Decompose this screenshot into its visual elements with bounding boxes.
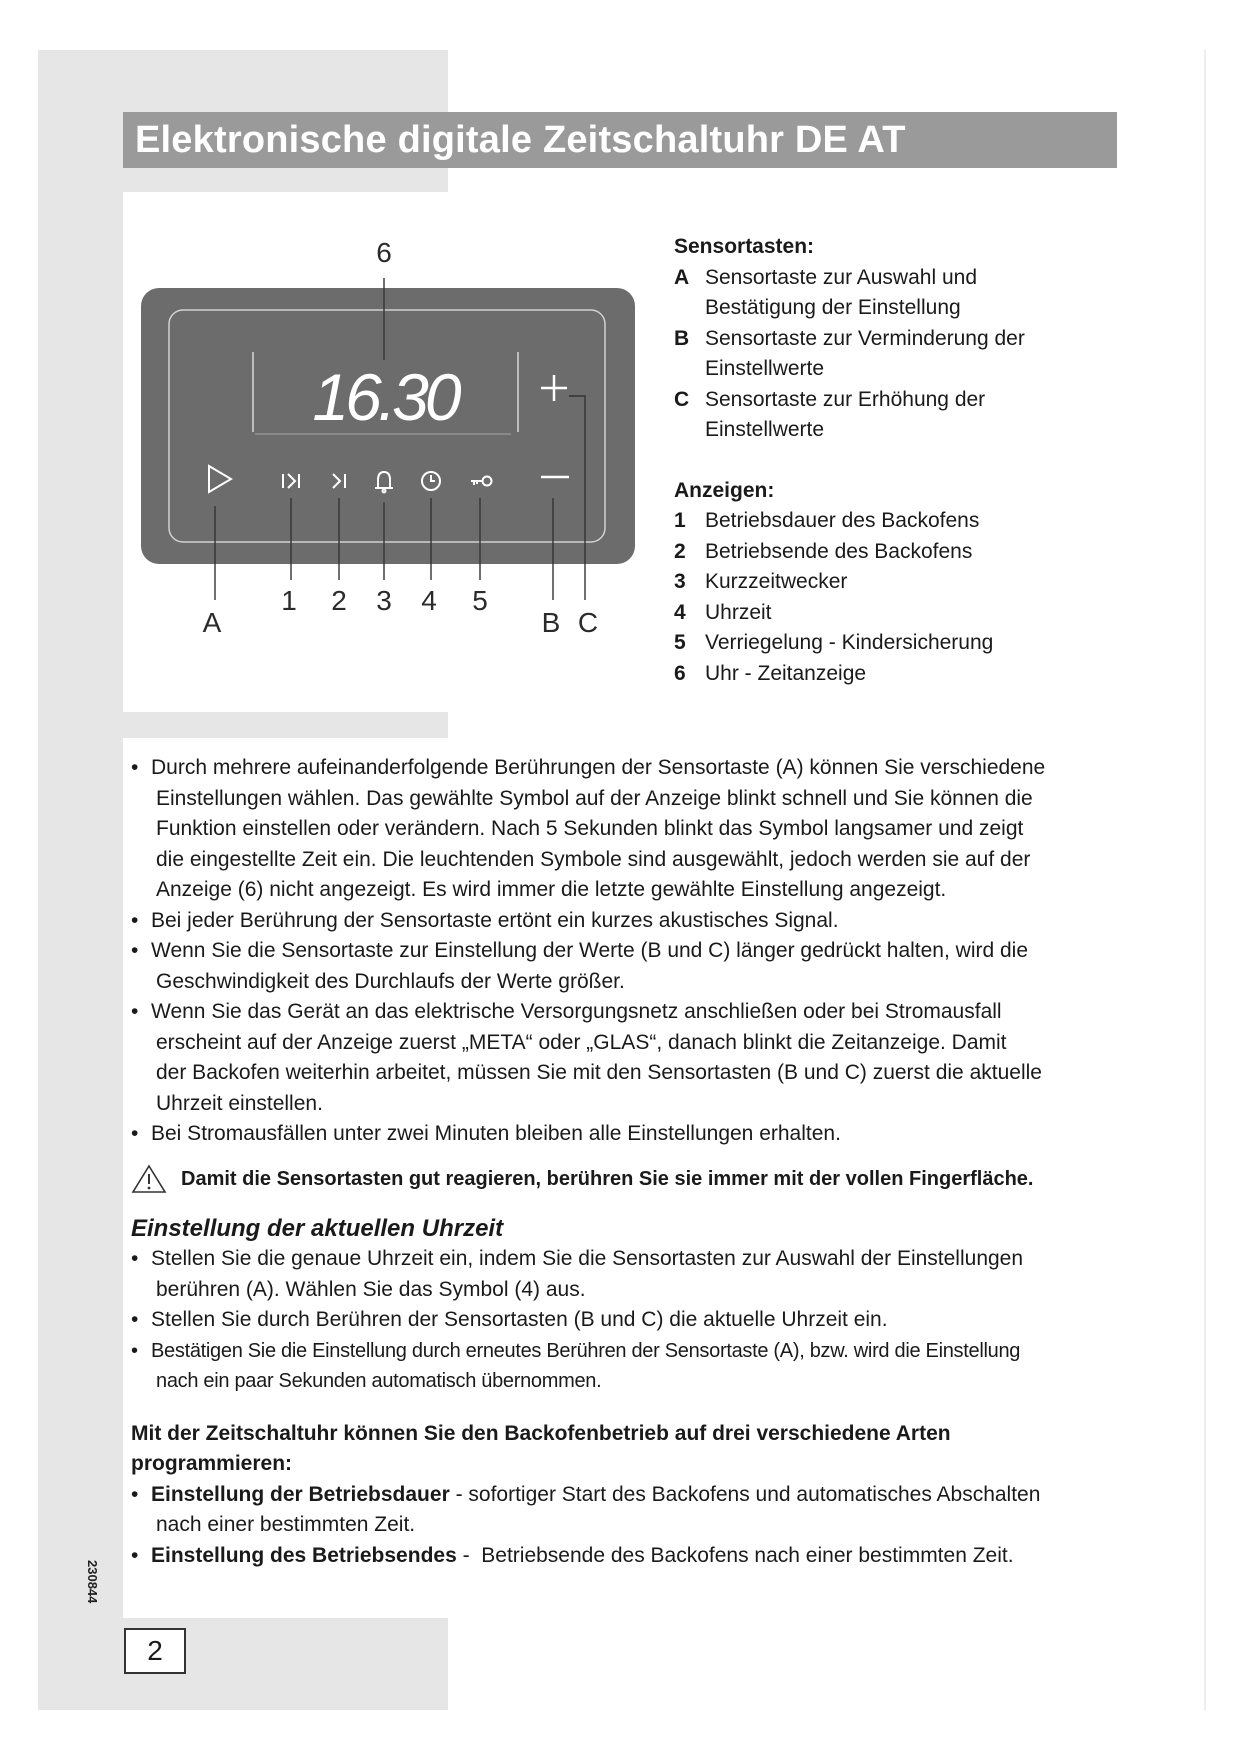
callout-c: C <box>577 607 599 638</box>
section-heading-clock: Einstellung der aktuellen Uhrzeit <box>131 1215 504 1242</box>
list-item: • Wenn Sie das Gerät an das elektrische Versorgungsnetz anschließen oder bei Stromausfall erscheint auf der Anzeige zuerst „META“ oder „GLAS“, danach blinkt die Zeitanzeige. Damit der Backofen weiterhin arbeitet, müssen Sie mit den Sensortasten (B und C) zuerst die aktuelle Uhrzeit einstellen. <box>131 1000 1042 1115</box>
legend-item: 3 Kurzzeitwecker <box>674 570 848 593</box>
callout-b: B <box>541 607 561 638</box>
list-item: • Stellen Sie die genaue Uhrzeit ein, indem Sie die Sensortasten zur Auswahl der Einstellungen berühren (A). Wählen Sie das Symbol (4) aus. <box>131 1247 1024 1301</box>
list-item: • Stellen Sie durch Berühren der Sensortasten (B und C) die aktuelle Uhrzeit ein. <box>131 1308 888 1331</box>
list-item: • Wenn Sie die Sensortaste zur Einstellung der Werte (B und C) länger gedrückt halten, wird die Geschwindigkeit des Durchlaufs der Werte größer. <box>131 939 1029 993</box>
sensor-heading: Sensortasten: <box>674 235 815 258</box>
control-panel-diagram <box>123 192 643 712</box>
program-intro: Mit der Zeitschaltuhr können Sie den Backofenbetrieb auf drei verschiedene Arten programmieren: <box>131 1421 951 1475</box>
legend-item: C Sensortaste zur Erhöhung der <box>674 387 986 411</box>
page-title: Elektronische digitale Zeitschaltuhr DE AT <box>123 112 1117 168</box>
list-item: • Bei jeder Berührung der Sensortaste ertönt ein kurzes akustisches Signal. <box>131 908 839 932</box>
display-time: 16.30 <box>312 360 458 434</box>
legend-item: 5 Verriegelung - Kindersicherung <box>674 631 994 654</box>
list-item: • Bei Stromausfällen unter zwei Minuten bleiben alle Einstellungen erhalten. <box>131 1122 841 1145</box>
display-heading: Anzeigen: <box>674 478 775 502</box>
legend-item: 1 Betriebsdauer des Backofens <box>674 509 980 532</box>
callout-1: 1 <box>281 585 297 616</box>
legend-item: 2 Betriebsende des Backofens <box>674 539 973 563</box>
legend-item: Einstellwerte <box>705 418 825 441</box>
callout-4: 4 <box>421 585 437 616</box>
callout-a: A <box>202 607 222 638</box>
warning-note: Damit die Sensortasten gut reagieren, berühren Sie sie immer mit der vollen Fingerfläche. <box>131 1164 1116 1195</box>
legend-item: B Sensortaste zur Verminderung der <box>674 326 1025 350</box>
body-text <box>131 753 1116 1571</box>
warning-icon <box>131 1164 167 1194</box>
legend-item: Bestätigung der Einstellung <box>705 296 961 319</box>
callout-5: 5 <box>472 585 488 616</box>
page-number: 2 <box>124 1628 186 1674</box>
document-code: 230844 <box>85 1560 100 1604</box>
callout-2: 2 <box>331 585 347 616</box>
margin-rule <box>1204 50 1206 1710</box>
list-item: • Bestätigen Sie die Einstellung durch erneutes Berühren der Sensortaste (A), bzw. wird die Einstellung nach ein paar Sekunden automatisch übernommen. <box>131 1339 1021 1392</box>
legend-item: 6 Uhr - Zeitanzeige <box>674 661 867 685</box>
list-item: • Einstellung der Betriebsdauer - sofortiger Start des Backofens und automatisches Abschalten nach einer bestimmten Zeit. <box>131 1482 1041 1536</box>
callout-6: 6 <box>376 237 392 268</box>
list-item: • Durch mehrere aufeinanderfolgende Berührungen der Sensortaste (A) können Sie verschiedene Einstellungen wählen. Das gewählte Symbol auf der Anzeige blinkt schnell und Sie können die Funktion einstellen oder verändern. Nach 5 Sekunden blinkt das Symbol langsamer und zeigt die eingestellte Zeit ein. Die leuchtenden Symbole sind ausgewählt, jedoch werden sie auf der Anzeige (6) nicht angezeigt. Es wird immer die letzte gewählte Einstellung angezeigt. <box>131 756 1046 901</box>
callout-3: 3 <box>376 585 392 616</box>
legend-item: 4 Uhrzeit <box>674 600 772 624</box>
list-item: • Einstellung des Betriebsendes - Betriebsende des Backofens nach einer bestimmten Zeit. <box>131 1543 1014 1567</box>
legend-item: A Sensortaste zur Auswahl und <box>674 265 977 289</box>
legend-item: Einstellwerte <box>705 357 825 380</box>
legend <box>674 232 1114 689</box>
